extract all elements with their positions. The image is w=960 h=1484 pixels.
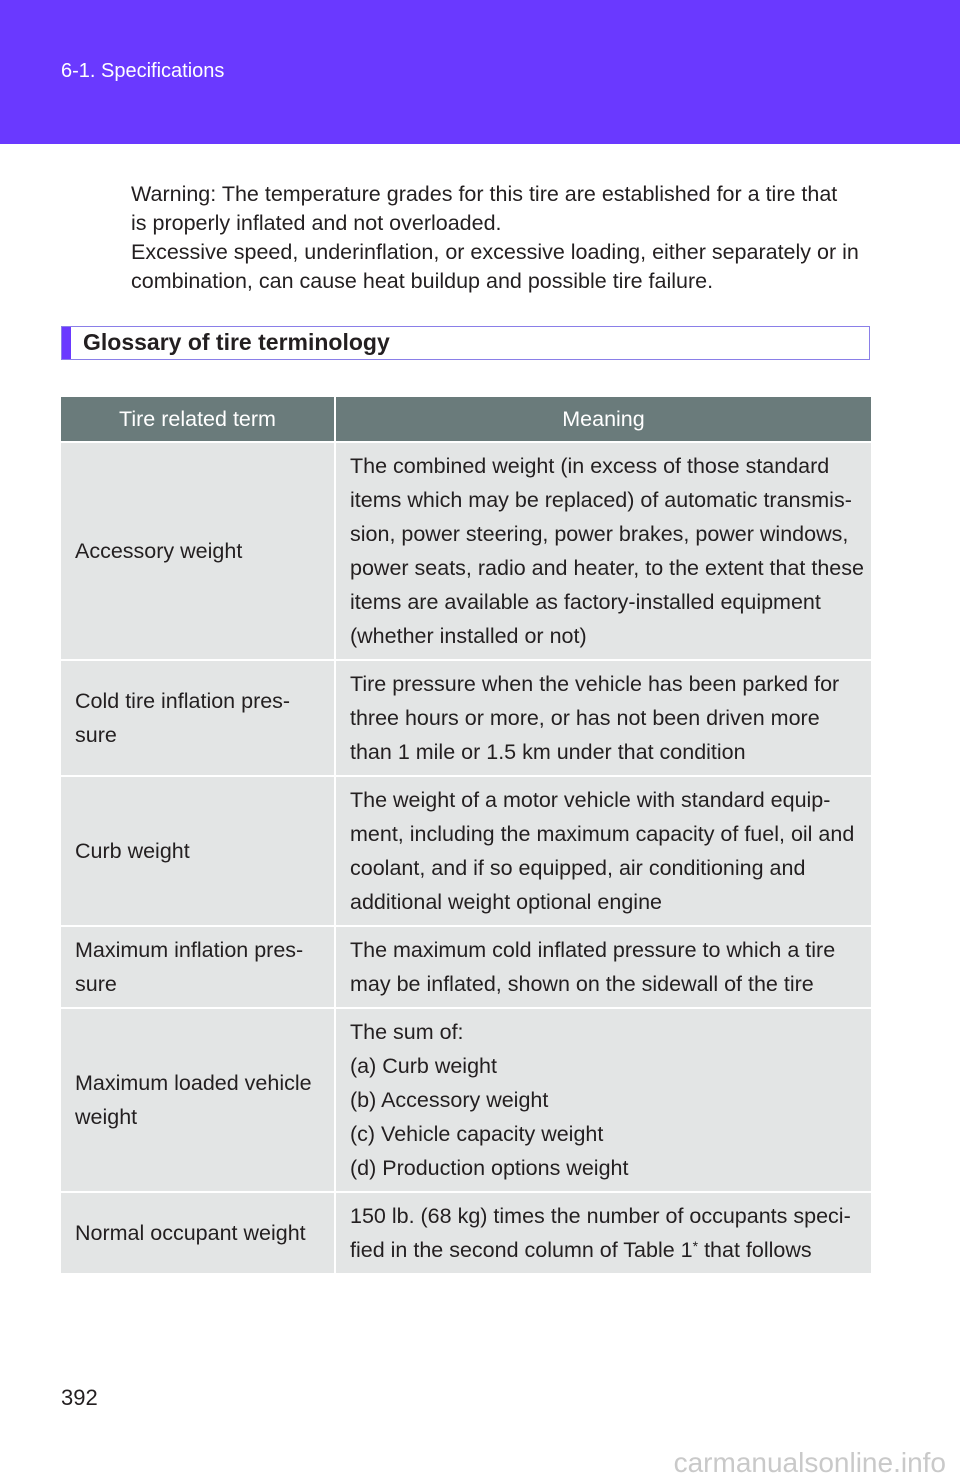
term-text: Maximum loaded vehicle [75, 1071, 312, 1095]
table-row [61, 1192, 871, 1273]
term-text: sure [75, 723, 117, 747]
meaning-line: The maximum cold inflated pressure to which a tire [350, 938, 836, 962]
warning-line: combination, can cause heat buildup and possible tire failure. [131, 269, 714, 293]
meaning-line: Tire pressure when the vehicle has been parked for [350, 672, 840, 696]
table-header-row [61, 397, 871, 442]
term-text: Normal occupant weight [75, 1221, 306, 1245]
meaning-line: items which may be replaced) of automatic transmis- [350, 488, 852, 512]
meaning-line: The sum of: [350, 1020, 464, 1044]
meaning-line: three hours or more, or has not been driven more [350, 706, 820, 730]
meaning-line: (b) Accessory weight [350, 1088, 549, 1112]
heading-accent-bar [62, 327, 71, 359]
meaning-tail-before: fied in the second column of Table 1 [350, 1238, 693, 1262]
meaning-tail-after: that follows [698, 1238, 812, 1262]
meaning-cell [335, 776, 871, 926]
meaning-cell [335, 1192, 871, 1273]
meaning-line: additional weight optional engine [350, 890, 662, 914]
term-cell [61, 926, 335, 1008]
meaning-line: coolant, and if so equipped, air conditioning and [350, 856, 806, 880]
term-cell [61, 442, 335, 660]
meaning-line: sion, power steering, power brakes, power windows, [350, 522, 849, 546]
meaning-line: 150 lb. (68 kg) times the number of occupants speci- [350, 1204, 851, 1228]
term-text: weight [75, 1105, 138, 1129]
table-row [61, 442, 871, 660]
table-row [61, 1008, 871, 1192]
warning-line: Excessive speed, underinflation, or excessive loading, either separately or in [131, 240, 859, 264]
meaning-line: The weight of a motor vehicle with standard equip- [350, 788, 831, 812]
page-number: 392 [61, 1385, 98, 1410]
table-row [61, 660, 871, 776]
meaning-line: (whether installed or not) [350, 624, 587, 648]
warning-text [131, 180, 871, 296]
term-text: Curb weight [75, 839, 190, 863]
meaning-line: (d) Production options weight [350, 1156, 629, 1180]
column-header-term: Tire related term [61, 397, 335, 442]
meaning-line: than 1 mile or 1.5 km under that condition [350, 740, 746, 764]
meaning-line-tail [350, 1233, 865, 1267]
glossary-heading [61, 326, 870, 360]
section-title: 6-1. Specifications [61, 60, 225, 82]
term-text: Accessory weight [75, 539, 243, 563]
warning-line: Warning: The temperature grades for this tire are established for a tire that [131, 182, 838, 206]
term-cell [61, 776, 335, 926]
glossary-table [61, 397, 871, 1273]
meaning-line: power seats, radio and heater, to the extent that these [350, 556, 864, 580]
table-footnote-marker: * [692, 1238, 699, 1254]
term-text: Cold tire inflation pres- [75, 689, 291, 713]
meaning-line: The combined weight (in excess of those standard [350, 454, 830, 478]
meaning-line: items are available as factory-installed equipment [350, 590, 821, 614]
term-cell [61, 1192, 335, 1273]
meaning-cell [335, 1008, 871, 1192]
meaning-line: ment, including the maximum capacity of fuel, oil and [350, 822, 855, 846]
meaning-cell [335, 442, 871, 660]
table-row [61, 926, 871, 1008]
meaning-cell [335, 926, 871, 1008]
term-cell [61, 1008, 335, 1192]
column-header-meaning: Meaning [335, 397, 871, 442]
meaning-line: may be inflated, shown on the sidewall of the tire [350, 972, 814, 996]
watermark: carmanualsonline.info [673, 1447, 946, 1478]
term-cell [61, 660, 335, 776]
meaning-line: (a) Curb weight [350, 1054, 497, 1078]
table-row [61, 776, 871, 926]
glossary-title: Glossary of tire terminology [83, 329, 390, 355]
meaning-line: (c) Vehicle capacity weight [350, 1122, 604, 1146]
header-band [0, 0, 960, 144]
warning-line: is properly inflated and not overloaded. [131, 211, 502, 235]
meaning-cell [335, 660, 871, 776]
term-text: sure [75, 972, 117, 996]
term-text: Maximum inflation pres- [75, 938, 304, 962]
